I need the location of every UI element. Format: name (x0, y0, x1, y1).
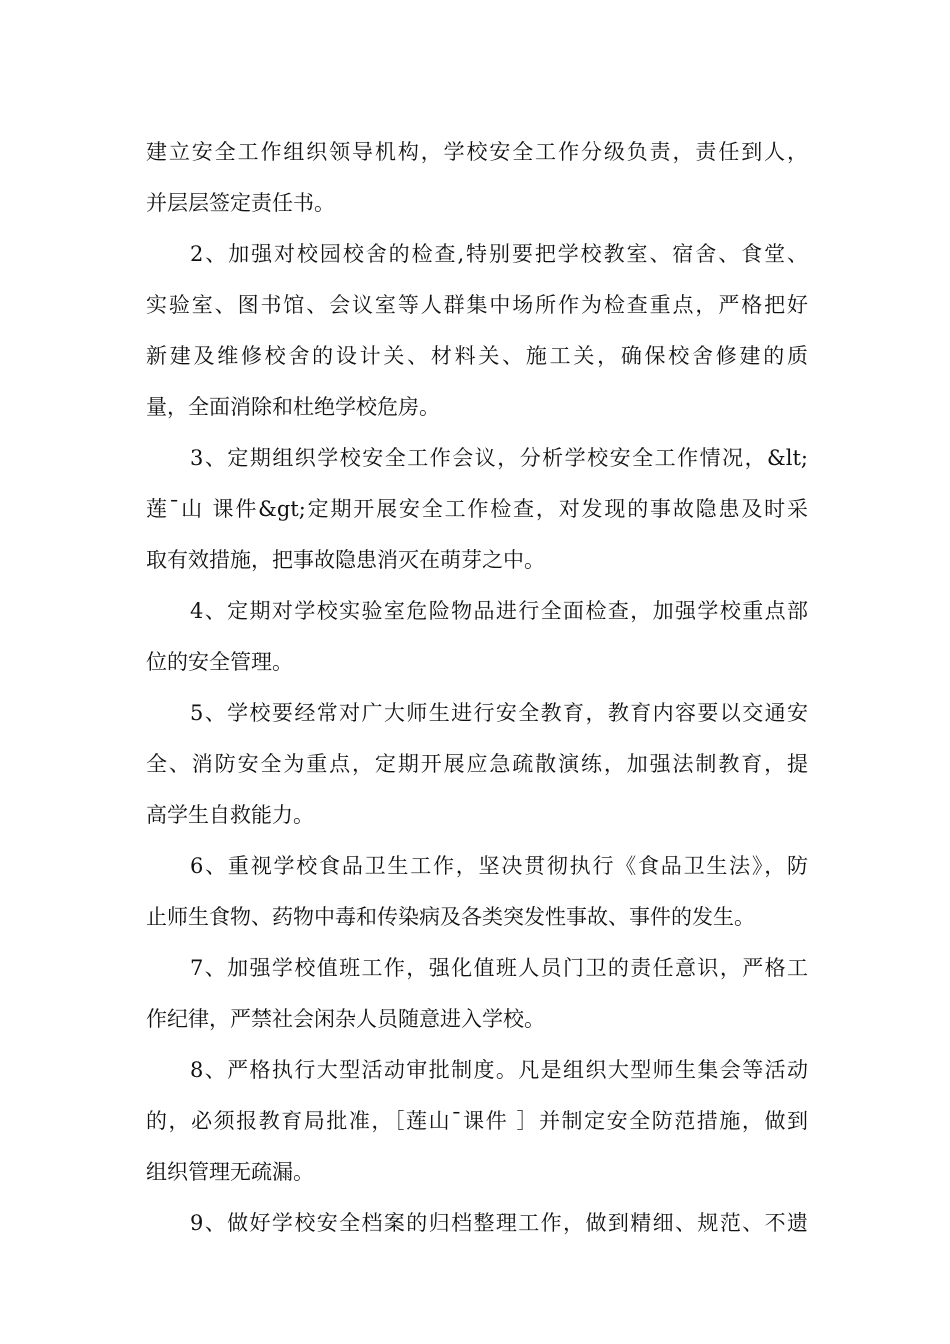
paragraph-7-line: 7、加强学校值班工作，强化值班人员门卫的责任意识，严格工 (190, 956, 808, 980)
text-line: 位的安全管理。 (146, 650, 293, 674)
text-line: 全、消防安全为重点，定期开展应急疏散演练，加强法制教育，提 (146, 752, 808, 776)
text-line: 的，必须报教育局批准，［莲山¯课件 ］并制定安全防范措施，做到 (146, 1109, 808, 1133)
body-text (146, 127, 808, 1249)
paragraph-5-line: 5、学校要经常对广大师生进行安全教育，教育内容要以交通安 (190, 701, 808, 725)
text-line: 止师生食物、药物中毒和传染病及各类突发性事故、事件的发生。 (146, 905, 755, 929)
text-line: 莲¯山 课件&gt;定期开展安全工作检查，对发现的事故隐患及时采 (146, 497, 808, 521)
text-line: 并层层签定责任书。 (146, 191, 335, 215)
text-line: 高学生自救能力。 (146, 803, 314, 827)
paragraph-9-line: 9、做好学校安全档案的归档整理工作，做到精细、规范、不遗 (190, 1211, 808, 1235)
text-line: 建立安全工作组织领导机构，学校安全工作分级负责，责任到人， (146, 140, 808, 164)
text-line: 实验室、图书馆、会议室等人群集中场所作为检查重点，严格把好 (146, 293, 808, 317)
paragraph-3-line: 3、定期组织学校安全工作会议，分析学校安全工作情况，&lt; (190, 446, 808, 470)
paragraph-2-line: 2、加强对校园校舍的检查,特别要把学校教室、宿舍、食堂、 (190, 242, 808, 266)
paragraph-8-line: 8、严格执行大型活动审批制度。凡是组织大型师生集会等活动 (190, 1058, 808, 1082)
paragraph-6-line: 6、重视学校食品卫生工作，坚决贯彻执行《食品卫生法》，防 (190, 854, 808, 878)
paragraph-4-line: 4、定期对学校实验室危险物品进行全面检查，加强学校重点部 (190, 599, 808, 623)
text-line: 取有效措施，把事故隐患消灭在萌芽之中。 (146, 548, 545, 572)
text-line: 作纪律，严禁社会闲杂人员随意进入学校。 (146, 1007, 545, 1031)
text-line: 量，全面消除和杜绝学校危房。 (146, 395, 440, 419)
text-line: 新建及维修校舍的设计关、材料关、施工关，确保校舍修建的质 (146, 344, 808, 368)
text-line: 组织管理无疏漏。 (146, 1160, 314, 1184)
